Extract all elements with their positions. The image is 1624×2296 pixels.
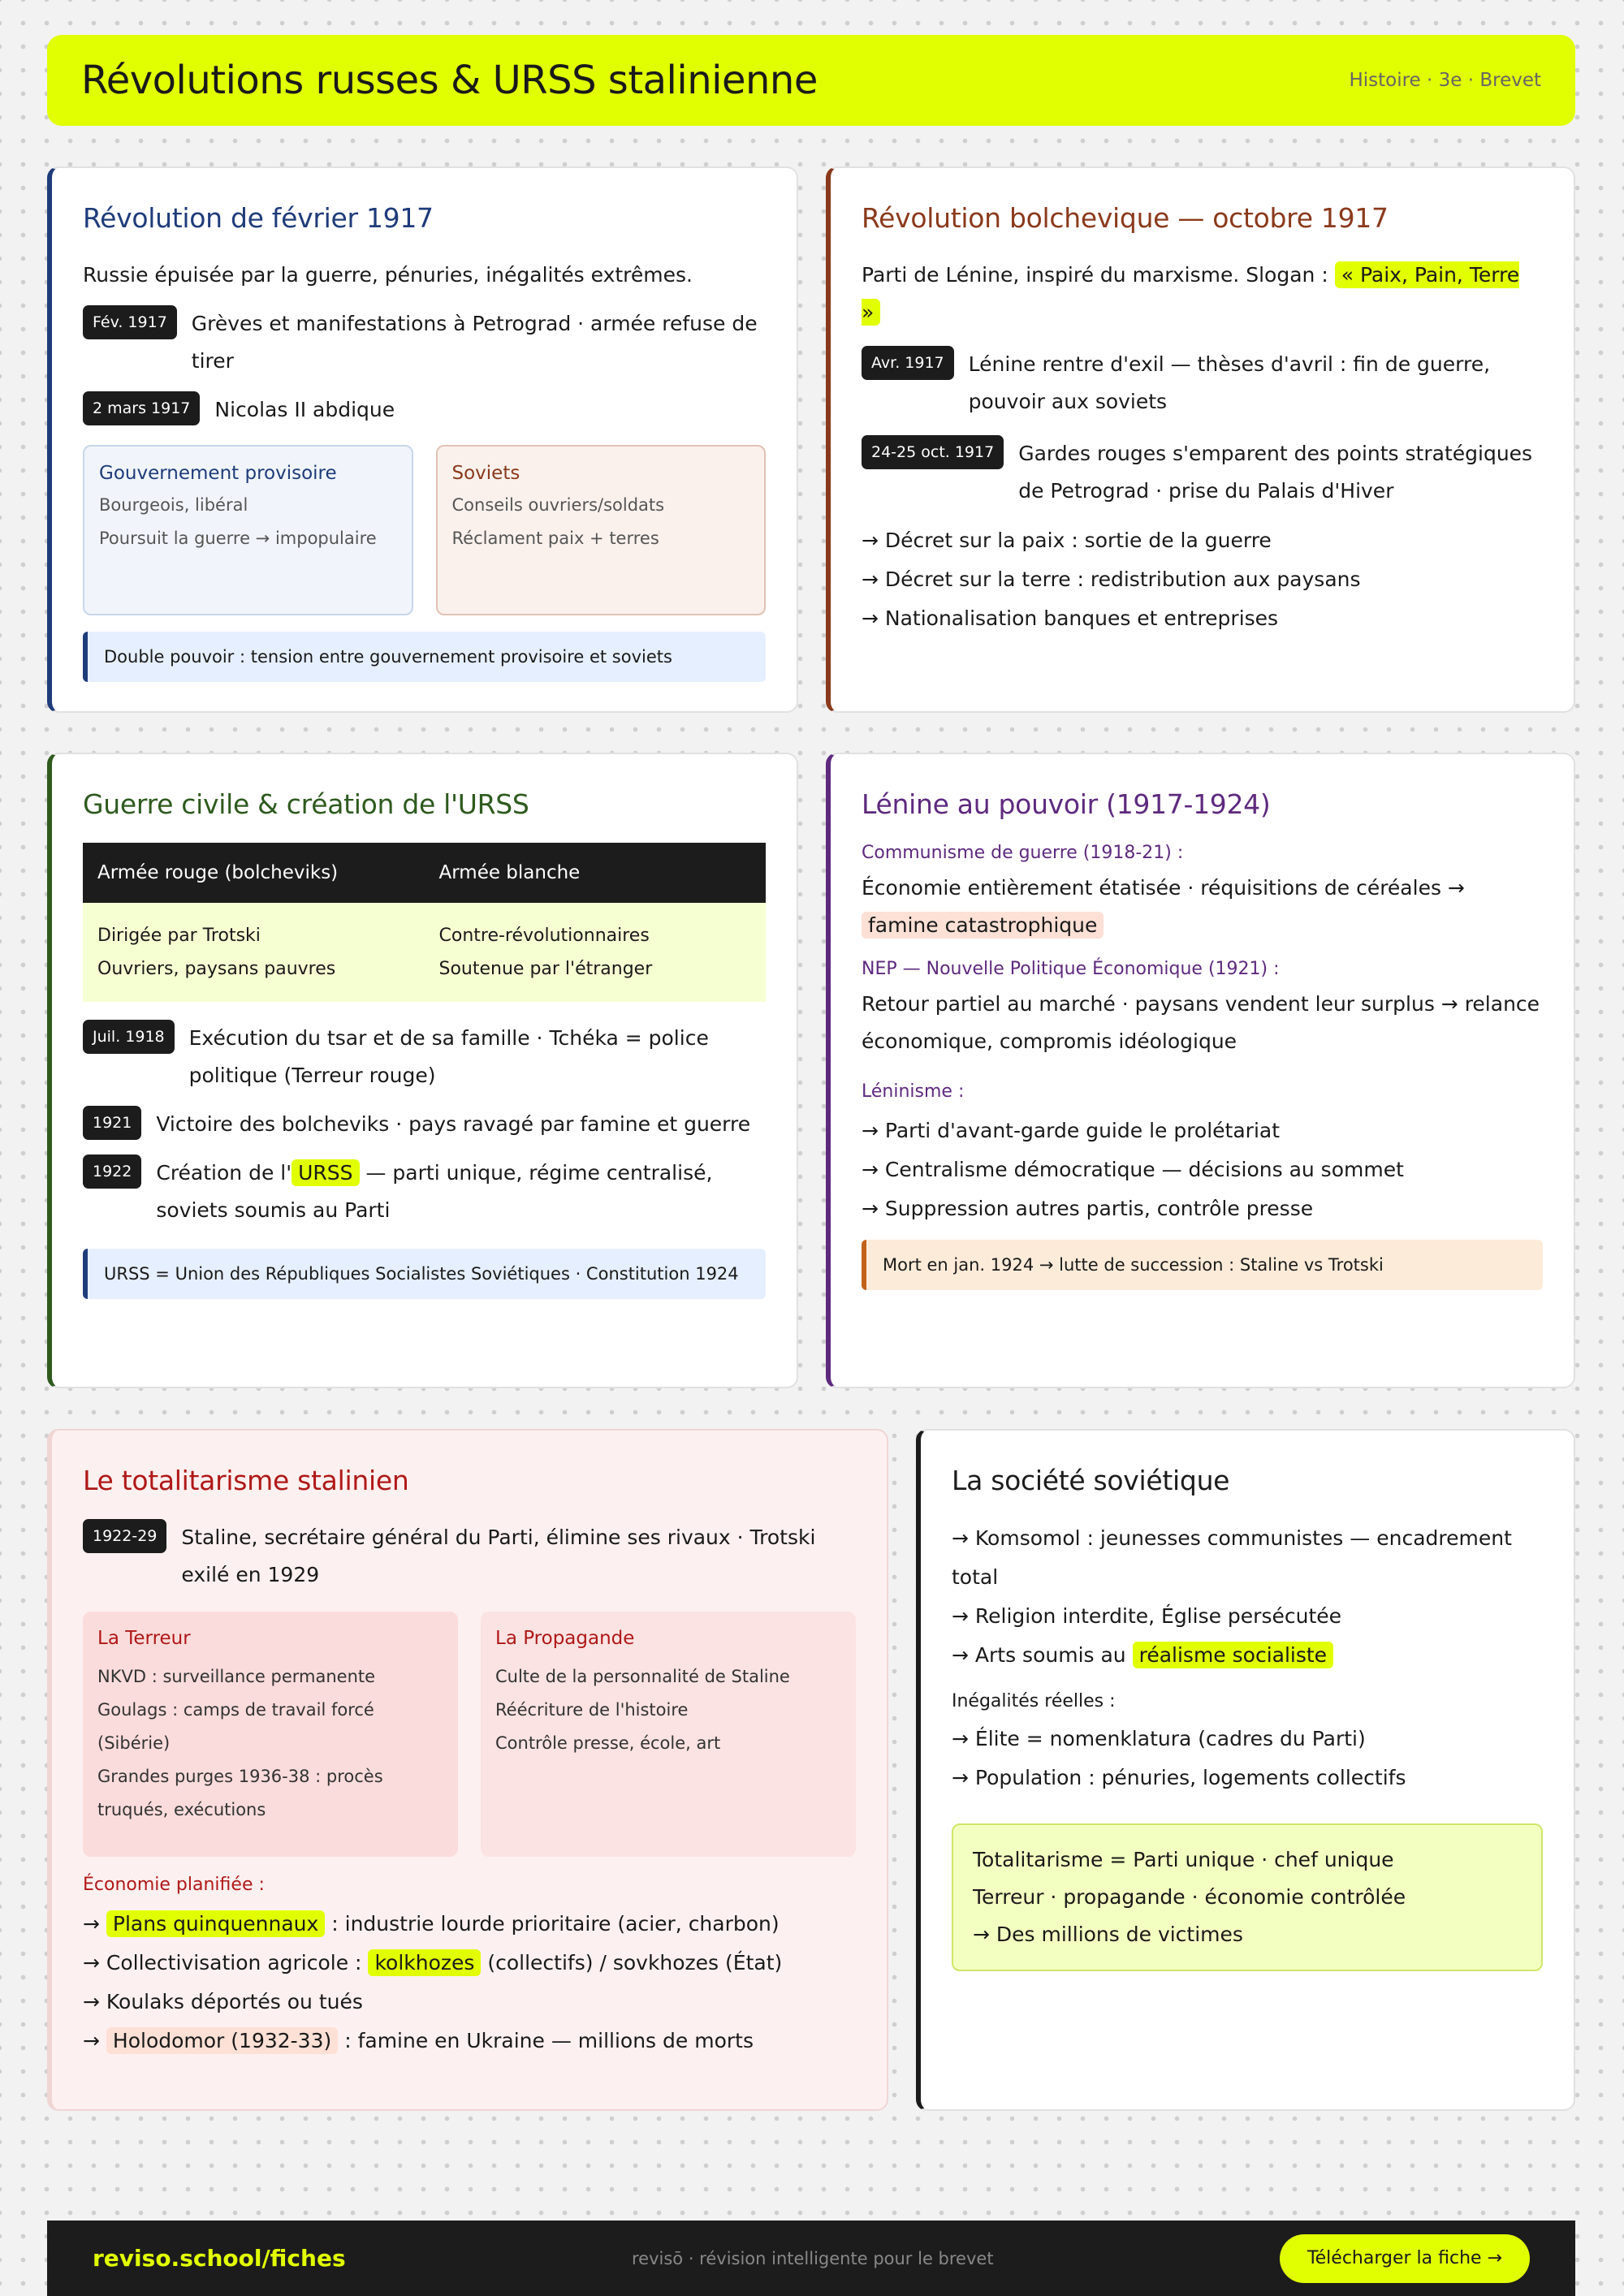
card-civil-war: [47, 753, 798, 1388]
date-badge: 1921: [83, 1106, 141, 1140]
box-line: Goulags : camps de travail forcé (Sibérie): [97, 1700, 374, 1753]
timeline-event: [83, 1106, 766, 1143]
date-badge: 2 mars 1917: [83, 391, 200, 425]
item-pre: → Arts soumis au: [952, 1643, 1133, 1667]
page-meta: Histoire · 3e · Brevet: [1349, 70, 1541, 91]
leninism-item: → Centralisme démocratique — décisions au sommet: [862, 1158, 1404, 1181]
double-pouvoir-callout: Double pouvoir : tension entre gouvernement provisoire et soviets: [83, 632, 766, 682]
section-text: [862, 870, 1543, 944]
decree-item: → Décret sur la terre : redistribution aux paysans: [862, 568, 1361, 591]
realisme-highlight: réalisme socialiste: [1133, 1642, 1333, 1668]
holodomor-highlight: Holodomor (1932-33): [106, 2027, 338, 2054]
timeline-event: [83, 1020, 766, 1094]
item-post: : industrie lourde prioritaire (acier, charbon): [325, 1912, 780, 1936]
leninism-item: → Parti d'avant-garde guide le prolétariat: [862, 1119, 1281, 1142]
date-badge: 1922: [83, 1154, 141, 1189]
box-title: La Terreur: [97, 1628, 191, 1649]
event-text: [156, 1154, 766, 1229]
item-pre: → Collectivisation agricole :: [83, 1951, 369, 1974]
card-title: Le totalitarisme stalinien: [83, 1465, 409, 1496]
armies-table: [83, 843, 766, 1002]
society-item: [952, 1636, 1543, 1675]
card-intro: Russie épuisée par la guerre, pénuries, inégalités extrêmes.: [83, 263, 693, 287]
terreur-box: [83, 1612, 458, 1857]
table-cell: [425, 919, 767, 986]
date-badge: Avr. 1917: [862, 346, 954, 380]
table-header: [83, 843, 766, 903]
summary-line: → Des millions de victimes: [973, 1923, 1243, 1946]
page-title: Révolutions russes & URSS stalinienne: [81, 58, 818, 103]
section-text: Retour partiel au marché · paysans vendent leur surplus → relance économique, compromis idéologique: [862, 992, 1540, 1053]
date-badge: Fév. 1917: [83, 305, 177, 339]
cell-line: Contre-révolutionnaires: [438, 926, 650, 946]
decree-item: → Décret sur la paix : sortie de la guerre: [862, 529, 1272, 552]
kolkhozes-highlight: kolkhozes: [368, 1949, 481, 1976]
event-text: Grèves et manifestations à Petrograd · armée refuse de tirer: [191, 312, 758, 373]
society-item: → Komsomol : jeunesses communistes — encadrement total: [952, 1526, 1512, 1589]
column-header: Armée blanche: [438, 862, 581, 883]
box-line: Conseils ouvriers/soldats: [451, 495, 665, 515]
item-pre: →: [83, 1912, 106, 1936]
section-label: Communisme de guerre (1918-21) :: [862, 843, 1184, 863]
page-header: [47, 35, 1575, 126]
box-line: Réclament paix + terres: [451, 529, 659, 548]
succession-callout: Mort en jan. 1924 → lutte de succession : Staline vs Trotski: [862, 1240, 1543, 1290]
date-badge: 24-25 oct. 1917: [862, 435, 1004, 469]
famine-highlight: famine catastrophique: [862, 912, 1104, 939]
box-line: Grandes purges 1936-38 : procès truqués, exécutions: [97, 1767, 383, 1819]
card-february-1917: [47, 166, 798, 713]
society-item: → Religion interdite, Église persécutée: [952, 1604, 1342, 1628]
card-title: Lénine au pouvoir (1917-1924): [862, 788, 1271, 820]
section-label: NEP — Nouvelle Politique Économique (1921) :: [862, 959, 1280, 979]
timeline-event: [83, 391, 766, 429]
timeline-event: [862, 435, 1543, 510]
box-line: Bourgeois, libéral: [99, 495, 248, 515]
decree-item: → Nationalisation banques et entreprises: [862, 606, 1279, 630]
cell-line: Dirigée par Trotski: [97, 926, 261, 946]
table-cell: [83, 919, 425, 986]
gov-provisoire-box: [83, 445, 413, 615]
card-lenine: [826, 753, 1575, 1388]
section-label: Économie planifiée :: [83, 1875, 265, 1895]
leninism-item: → Suppression autres partis, contrôle presse: [862, 1197, 1314, 1220]
box-title: La Propagande: [495, 1628, 635, 1649]
cell-line: Soutenue par l'étranger: [438, 959, 653, 979]
column-header: Armée rouge (bolcheviks): [97, 862, 339, 883]
timeline-event: [83, 305, 766, 380]
card-title: Révolution bolchevique — octobre 1917: [862, 202, 1389, 234]
intro-text: Parti de Lénine, inspiré du marxisme. Slogan :: [862, 263, 1328, 287]
economy-item: → Koulaks déportés ou tués: [83, 1990, 363, 2013]
item-post: (collectifs) / sovkhozes (État): [481, 1951, 783, 1974]
urss-highlight: URSS: [292, 1159, 359, 1186]
timeline-event: [83, 1519, 856, 1594]
economy-item: [83, 2022, 856, 2061]
card-stalin: [47, 1429, 888, 2111]
timeline-event: [862, 346, 1543, 421]
economy-item: [83, 1944, 856, 1983]
box-line: Poursuit la guerre → impopulaire: [99, 529, 377, 548]
event-text: Nicolas II abdique: [214, 398, 395, 421]
item-pre: →: [83, 2029, 106, 2052]
society-item: → Population : pénuries, logements collectifs: [952, 1766, 1406, 1789]
card-october-1917: [826, 166, 1575, 713]
event-text-post: — parti unique, régime centralisé, soviets soumis au Parti: [156, 1161, 713, 1222]
card-title: Révolution de février 1917: [83, 202, 434, 234]
date-badge: 1922-29: [83, 1519, 166, 1553]
wc-text: Économie entièrement étatisée · réquisitions de céréales →: [862, 876, 1465, 900]
plans-highlight: Plans quinquennaux: [106, 1910, 325, 1937]
page-footer: [47, 2220, 1575, 2296]
society-item: → Élite = nomenklatura (cadres du Parti): [952, 1727, 1366, 1750]
footer-brand-link[interactable]: reviso.school/fiches: [93, 2245, 346, 2272]
box-title: Gouvernement provisoire: [99, 463, 337, 484]
box-line: Contrôle presse, école, art: [495, 1733, 721, 1753]
section-label: Inégalités réelles :: [952, 1691, 1116, 1711]
card-title: Guerre civile & création de l'URSS: [83, 788, 529, 820]
summary-line: Terreur · propagande · économie contrôlée: [973, 1885, 1406, 1909]
box-line: Culte de la personnalité de Staline: [495, 1667, 790, 1686]
event-text-pre: Création de l': [156, 1161, 292, 1185]
card-intro: [862, 257, 1543, 331]
box-line: Réécriture de l'histoire: [495, 1700, 689, 1720]
download-button[interactable]: Télécharger la fiche →: [1280, 2234, 1530, 2283]
card-title: La société soviétique: [952, 1465, 1230, 1496]
event-text: Exécution du tsar et de sa famille · Tchéka = police politique (Terreur rouge): [188, 1026, 709, 1087]
event-text: Gardes rouges s'emparent des points stratégiques de Petrograd · prise du Palais d'Hiver: [1018, 442, 1533, 503]
event-text: Lénine rentre d'exil — thèses d'avril : fin de guerre, pouvoir aux soviets: [968, 352, 1491, 413]
footer-tagline: revisō · révision intelligente pour le brevet: [632, 2248, 994, 2268]
propagande-box: [481, 1612, 856, 1857]
summary-line: Totalitarisme = Parti unique · chef unique: [973, 1848, 1394, 1871]
urss-callout: URSS = Union des Républiques Socialistes Soviétiques · Constitution 1924: [83, 1249, 766, 1299]
totalitarisme-summary-box: [952, 1823, 1543, 1971]
item-post: : famine en Ukraine — millions de morts: [338, 2029, 754, 2052]
box-line: NKVD : surveillance permanente: [97, 1667, 376, 1686]
section-label: Léninisme :: [862, 1081, 965, 1102]
timeline-event: [83, 1154, 766, 1229]
table-row: [83, 903, 766, 1002]
event-text: Staline, secrétaire général du Parti, élimine ses rivaux · Trotski exilé en 1929: [181, 1526, 816, 1586]
economy-item: [83, 1905, 856, 1944]
soviets-box: [436, 445, 767, 615]
box-title: Soviets: [451, 463, 520, 484]
date-badge: Juil. 1918: [83, 1020, 175, 1054]
event-text: Victoire des bolcheviks · pays ravagé par famine et guerre: [156, 1112, 751, 1136]
card-society: [916, 1429, 1575, 2111]
slogan-highlight: « Paix, Pain, Terre »: [862, 263, 1520, 324]
cell-line: Ouvriers, paysans pauvres: [97, 959, 336, 979]
